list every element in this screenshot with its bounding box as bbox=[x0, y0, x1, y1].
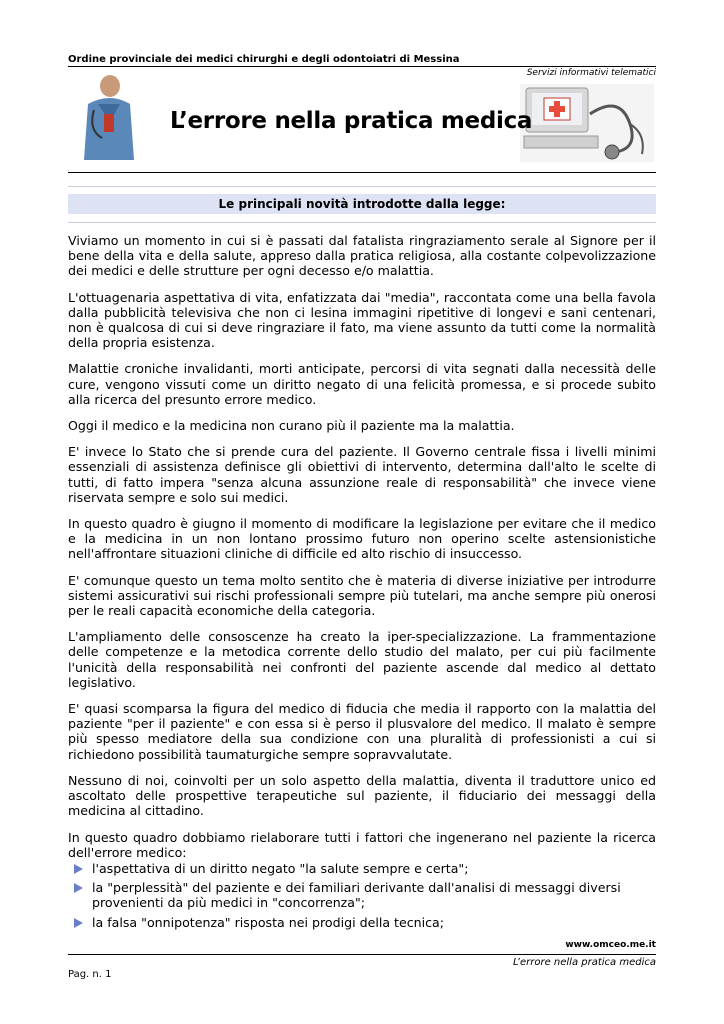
services-label: Servizi informativi telematici bbox=[526, 68, 656, 78]
footer-title: L’errore nella pratica medica bbox=[513, 957, 656, 968]
paragraph: E' comunque questo un tema molto sentito che è materia di diverse iniziative per introdurre sistemi assicurativi sui rischi professionali sempre più tutelari, ma anche sempre più onerosi per le reali capacità economiche della categoria. bbox=[68, 572, 656, 619]
footer-website: www.omceo.me.it bbox=[565, 940, 656, 950]
paragraph: In questo quadro è giugno il momento di modificare la legislazione per evitare che il medico e la medicina in un non lontano prossimo futuro non operino scelte astensionistiche nell'affrontare situazioni cliniche di difficile ed alto rischio di insuccesso. bbox=[68, 516, 656, 562]
subheading-rule-bottom bbox=[68, 222, 656, 223]
paragraph: L'ampliamento delle consoscenze ha creato la iper-specializzazione. La frammentazione delle competenze e la metodica corrente dello studio del malato, per cui più facilmente l'unicità della responsabilità nei confronti del paziente ascende dal medico al dettato legislativo. bbox=[68, 629, 656, 690]
paragraph: Oggi il medico e la medicina non curano più il paziente ma la malattia. bbox=[68, 418, 515, 434]
triangle-bullet-icon bbox=[74, 918, 83, 928]
paragraph: Malattie croniche invalidanti, morti anticipate, percorsi di vita segnati dalla necessità delle cure, vengono vissuti come un diritto negato di una felicità promessa, e si procede subito alla ricerca del presunto errore medico. bbox=[68, 361, 656, 407]
list-item bbox=[68, 861, 656, 876]
page-number: Pag. n. 1 bbox=[68, 969, 112, 980]
doctor-photo bbox=[80, 74, 138, 160]
list-item bbox=[68, 880, 656, 910]
title-rule bbox=[68, 172, 656, 173]
list-item-text: la "perplessità" del paziente e dei familiari derivante dall'analisi di messaggi diversi provenienti da più medici in "concorrenza"; bbox=[92, 880, 621, 911]
organization-header: Ordine provinciale dei medici chirurghi e degli odontoiatri di Messina bbox=[68, 54, 460, 65]
paragraph: E' invece lo Stato che si prende cura del paziente. Il Governo centrale fissa i livelli minimi essenziali di assistenza definisce gli obiettivi di intervento, determina dall'alto le scelte di tutti, di fatto impera "senza alcuna assunzione reale di responsabilità" che invece viene riservata sempre e solo sui medici. bbox=[68, 444, 656, 505]
triangle-bullet-icon bbox=[74, 883, 83, 893]
subheading-rule-top bbox=[68, 186, 656, 187]
paragraph: L'ottuagenaria aspettativa di vita, enfatizzata dai "media", raccontata come una bella favola dalla pubblicità televisiva che non ci lesina immagini ripetitive di longevi e sani centenari, non è qualcosa di cui si deve ringraziare il fato, ma viene assunto da tutti come la normalità della propria esistenza. bbox=[68, 289, 656, 351]
triangle-bullet-icon bbox=[74, 864, 83, 874]
factor-list bbox=[68, 861, 656, 930]
paragraph: Viviamo un momento in cui si è passati dal fatalista ringraziamento serale al Signore per il bene della vita e della salute, appreso dalla pratica religiosa, alla costante colpevolizzazione dei medici e delle strutture per ogni decesso e/o malattia. bbox=[68, 233, 656, 279]
paragraph: In questo quadro dobbiamo rielaborare tutti i fattori che ingenerano nel paziente la ricerca dell'errore medico: bbox=[68, 829, 656, 860]
list-item bbox=[68, 915, 656, 930]
page-title: L’errore nella pratica medica bbox=[170, 108, 533, 134]
list-item-text: l'aspettativa di un diritto negato "la salute sempre e certa"; bbox=[92, 860, 469, 876]
paragraph: Nessuno di noi, coinvolti per un solo aspetto della malattia, diventa il traduttore unico ed ascoltato delle prospettive terapeutiche sul paziente, il fiduciario dei messaggi della medicina al cittadino. bbox=[68, 772, 656, 819]
article-body bbox=[68, 233, 656, 934]
section-subheading: Le principali novità introdotte dalla legge: bbox=[68, 194, 656, 214]
paragraph: E' quasi scomparsa la figura del medico di fiducia che media il rapporto con la malattia del paziente "per il paziente" e con essa si è perso il plusvalore del medico. Il malato è sempre più spesso mediatore della sua condizione con una pluralità di professionisti a cui si richiedono possibilità taumaturgiche sempre sopravvalutate. bbox=[68, 701, 656, 762]
header-rule bbox=[68, 66, 656, 67]
footer-rule bbox=[68, 954, 656, 955]
list-item-text: la falsa "onnipotenza" risposta nei prodigi della tecnica; bbox=[92, 914, 445, 930]
computer-stethoscope-photo bbox=[520, 84, 654, 162]
